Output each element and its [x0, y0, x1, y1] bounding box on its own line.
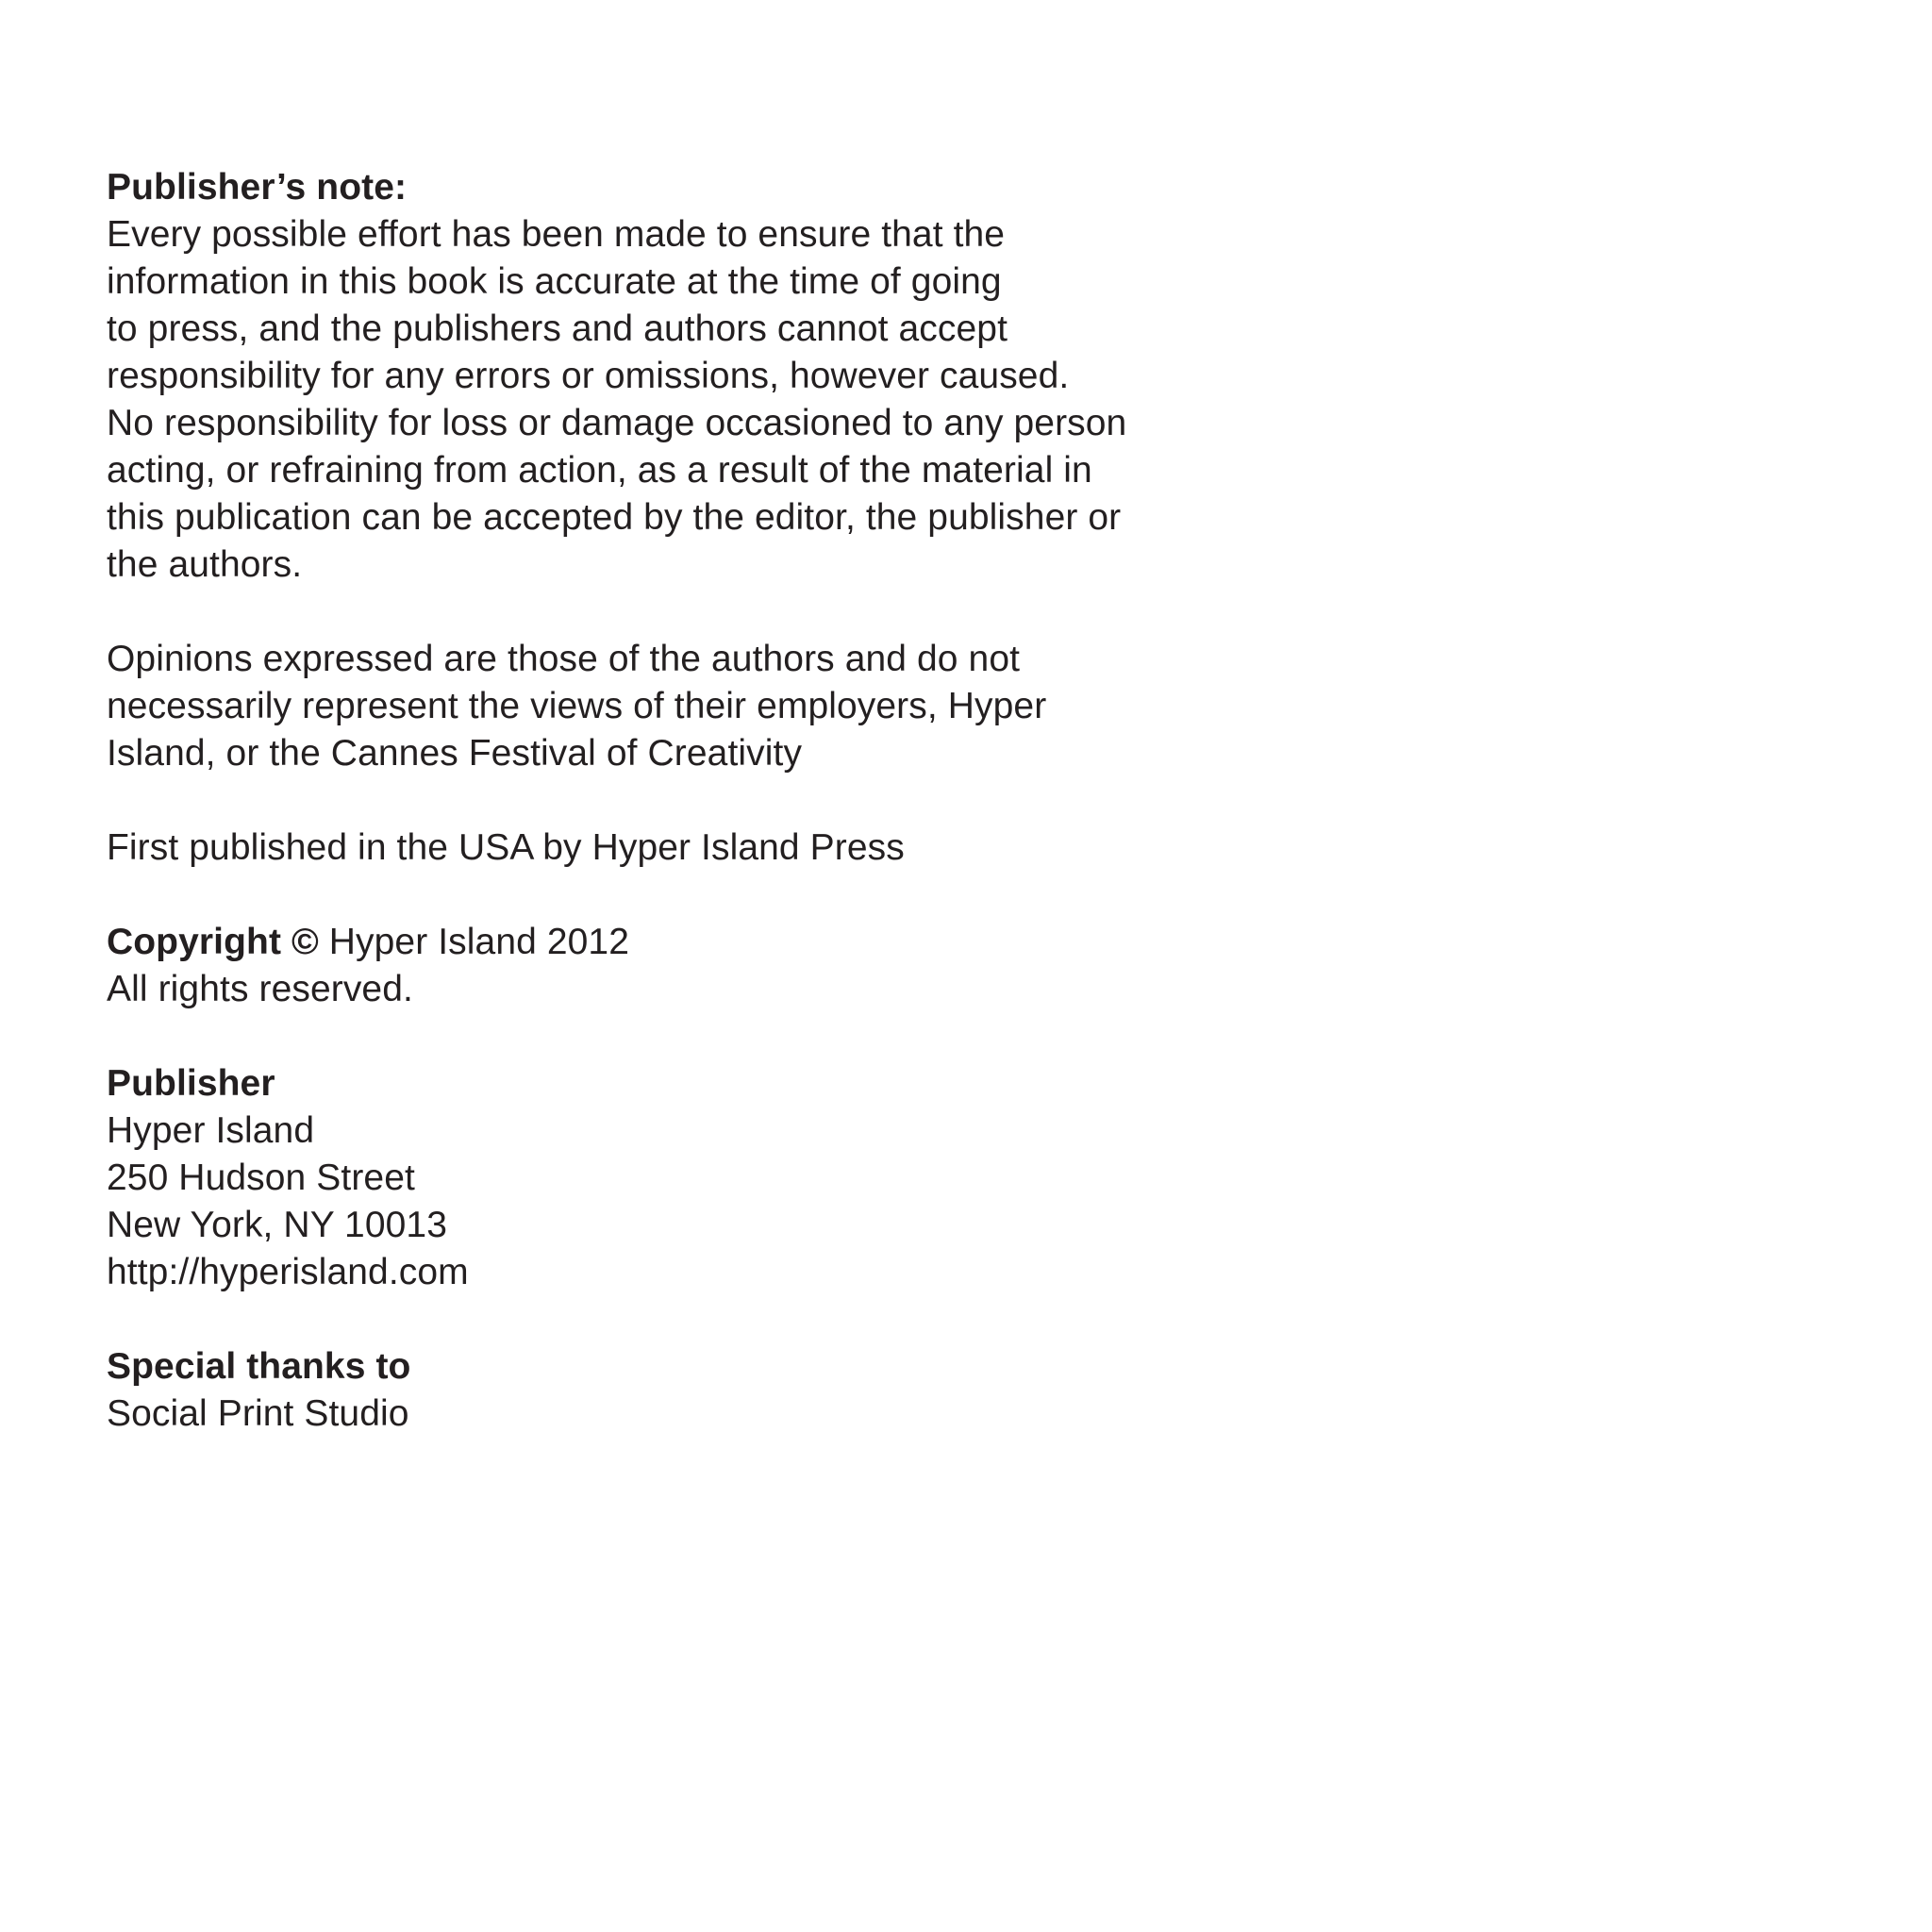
publishers-note-heading: Publisher’s note:: [107, 167, 408, 208]
publisher-street: 250 Hudson Street: [107, 1158, 415, 1198]
special-thanks-heading: Special thanks to: [107, 1346, 411, 1387]
publishers-note-section: [107, 164, 1286, 589]
copyright-label: Copyright ©: [107, 922, 319, 962]
special-thanks-section: [107, 1343, 1286, 1438]
publisher-name: Hyper Island: [107, 1110, 315, 1151]
publishers-note-line: to press, and the publishers and authors cannot accept: [107, 308, 1008, 349]
copyright-section: [107, 919, 1286, 1013]
publisher-section: [107, 1060, 1286, 1296]
publishers-note-line: acting, or refraining from action, as a result of the material in: [107, 450, 1092, 491]
publisher-website: http://hyperisland.com: [107, 1252, 469, 1292]
opinions-line: necessarily represent the views of their employers, Hyper: [107, 686, 1047, 726]
publishers-note-line: Every possible effort has been made to ensure that the: [107, 214, 1006, 255]
publishers-note-line: information in this book is accurate at the time of going: [107, 261, 1002, 302]
copyright-line: [107, 919, 1286, 966]
publisher-city: New York, NY 10013: [107, 1205, 447, 1245]
publishers-note-line: the authors.: [107, 544, 303, 585]
opinions-disclaimer-section: [107, 636, 1286, 777]
opinions-line: Island, or the Cannes Festival of Creativity: [107, 733, 803, 774]
special-thanks-name: Social Print Studio: [107, 1393, 409, 1434]
publishers-note-line: responsibility for any errors or omissions, however caused.: [107, 356, 1070, 396]
first-published-text: First published in the USA by Hyper Island Press: [107, 827, 905, 868]
copyright-holder: Hyper Island 2012: [318, 922, 629, 962]
publishers-note-line: this publication can be accepted by the editor, the publisher or: [107, 497, 1122, 538]
publisher-heading: Publisher: [107, 1063, 275, 1104]
opinions-line: Opinions expressed are those of the authors and do not: [107, 639, 1021, 679]
rights-reserved-text: All rights reserved.: [107, 969, 413, 1009]
publishers-note-line: No responsibility for loss or damage occasioned to any person: [107, 403, 1127, 443]
first-published-section: [107, 824, 1286, 872]
